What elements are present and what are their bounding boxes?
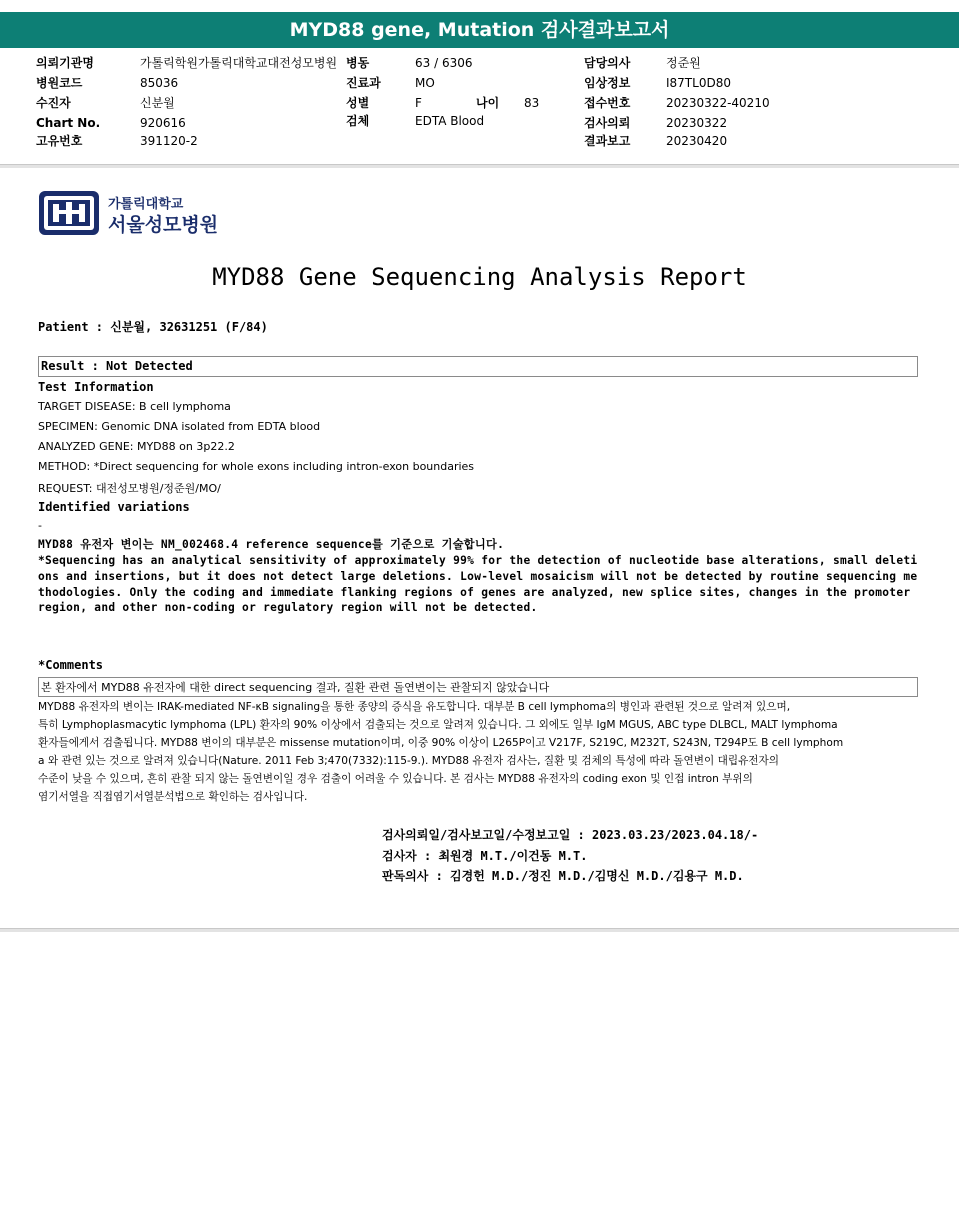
result-box: Result : Not Detected [38, 356, 918, 377]
field-value-chart-no: 920616 [140, 116, 186, 130]
field-label-clinical-info: 임상정보 [584, 76, 631, 90]
comment-paragraph-line: 특히 Lymphoplasmacytic lymphoma (LPL) 환자의 90% 이상에서 검출되는 것으로 알려져 있습니다. 그 외에도 일부 IgM MGUS, ABC type DLBCL, MALT lymphoma [38, 719, 838, 731]
note-line: thodologies. Only the coding and immediate flanking regions of genes are analyzed, new splice sites, changes in the promoter [38, 586, 911, 599]
field-value-patient-name: 신분월 [140, 96, 175, 110]
field-label-requesting-institution: 의뢰기관명 [36, 56, 94, 70]
comment-paragraph-line: a 와 관련 있는 것으로 알려져 있습니다(Nature. 2011 Feb 3;470(7332):115-9.). MYD88 유전자 검사는, 질환 및 검체의 특성에 따라 돌연변이 대립유전자의 [38, 755, 780, 767]
field-label-age: 나이 [476, 96, 500, 110]
field-label-chart-no: Chart No. [36, 116, 101, 130]
comment-paragraph-line: MYD88 유전자의 변이는 IRAK-mediated NF-κB signaling을 통한 종양의 증식을 유도합니다. 대부분 B cell lymphoma의 병인과 관련된 것으로 알려져 있으며, [38, 701, 791, 713]
field-value-sex: F [415, 96, 422, 110]
field-value-clinical-info: I87TL0D80 [666, 76, 731, 90]
field-value-department: MO [415, 76, 435, 90]
header-divider [0, 164, 959, 168]
test-info-target-disease: TARGET DISEASE: B cell lymphoma [38, 400, 231, 413]
report-title: MYD88 Gene Sequencing Analysis Report [212, 263, 747, 291]
field-value-requesting-institution: 가톨릭학원가톨릭대학교대전성모병원 [140, 56, 338, 70]
field-label-unique-number: 고유번호 [36, 134, 83, 148]
field-label-department: 진료과 [346, 76, 381, 90]
field-label-specimen: 검체 [346, 114, 370, 128]
test-information-heading: Test Information [38, 380, 154, 394]
field-value-test-request-date: 20230322 [666, 116, 728, 130]
signature-dates: 검사의뢰일/검사보고일/수정보고일 : 2023.03.23/2023.04.18/- [382, 828, 759, 842]
signature-technicians: 검사자 : 최원경 M.T./이건동 M.T. [382, 849, 588, 863]
field-label-result-report-date: 결과보고 [584, 134, 631, 148]
field-value-specimen: EDTA Blood [415, 114, 485, 128]
comments-heading: *Comments [38, 658, 104, 672]
report-header-title: MYD88 gene, Mutation 검사결과보고서 [0, 12, 959, 48]
test-info-analyzed-gene: ANALYZED GENE: MYD88 on 3p22.2 [38, 440, 235, 453]
note-line: *Sequencing has an analytical sensitivity of approximately 99% for the detection of nucleotide base alterations, small deleti [38, 554, 918, 567]
field-label-patient-name: 수진자 [36, 96, 71, 110]
field-label-hospital-code: 병원코드 [36, 76, 83, 90]
field-label-receipt-number: 접수번호 [584, 96, 631, 110]
comment-summary-box: 본 환자에서 MYD88 유전자에 대한 direct sequencing 결과, 질환 관련 돌연변이는 관찰되지 않았습니다 [38, 677, 918, 697]
signature-physicians: 판독의사 : 김경헌 M.D./정진 M.D./김명신 M.D./김용구 M.D. [382, 869, 744, 883]
note-line: region, and other non-coding or regulatory region will not be detected. [38, 601, 538, 614]
field-value-physician: 정준원 [666, 56, 701, 70]
test-info-specimen: SPECIMEN: Genomic DNA isolated from EDTA blood [38, 420, 321, 433]
note-line: ons and insertions, but it does not detect large deletions. Low-level mosaicism will not be detected by routine sequencing me [38, 570, 918, 583]
comment-paragraph-line: 수준이 낮을 수 있으며, 흔히 관찰 되지 않는 돌연변이일 경우 검출이 어려울 수 있습니다. 본 검사는 MYD88 유전자의 coding exon 및 인접 intron 부위의 [38, 773, 753, 785]
field-label-physician: 담당의사 [584, 56, 631, 70]
field-label-test-request-date: 검사의뢰 [584, 116, 631, 130]
field-value-unique-number: 391120-2 [140, 134, 198, 148]
hospital-seal-icon [38, 190, 100, 236]
patient-line: Patient : 신분월, 32631251 (F/84) [38, 320, 268, 334]
footer-divider [0, 928, 959, 932]
identified-variations-heading: Identified variations [38, 500, 190, 514]
field-value-receipt-number: 20230322-40210 [666, 96, 770, 110]
test-info-method: METHOD: *Direct sequencing for whole exons including intron-exon boundaries [38, 460, 475, 473]
note-line: MYD88 유전자 변이는 NM_002468.4 reference sequence를 기준으로 기술합니다. [38, 538, 505, 551]
field-value-age: 83 [524, 96, 540, 110]
logo-university-name: 가톨릭대학교 [108, 197, 184, 212]
test-info-request: REQUEST: 대전성모병원/정준원/MO/ [38, 482, 221, 495]
field-label-ward: 병동 [346, 56, 370, 70]
patient-info-header [0, 56, 959, 156]
field-value-result-report-date: 20230420 [666, 134, 728, 148]
hospital-logo [38, 190, 238, 240]
field-label-sex: 성별 [346, 96, 370, 110]
identified-variations-value: - [38, 519, 42, 532]
field-value-hospital-code: 85036 [140, 76, 179, 90]
field-value-ward: 63 / 6306 [415, 56, 473, 70]
logo-hospital-name: 서울성모병원 [108, 214, 219, 236]
comment-paragraph-line: 염기서열을 직접염기서열분석법으로 확인하는 검사입니다. [38, 791, 308, 803]
comment-paragraph-line: 환자들에게서 검출됩니다. MYD88 변이의 대부분은 missense mutation이며, 이중 90% 이상이 L265P이고 V217F, S219C, M232T, S243N, T294P도 B cell lymphom [38, 737, 844, 749]
